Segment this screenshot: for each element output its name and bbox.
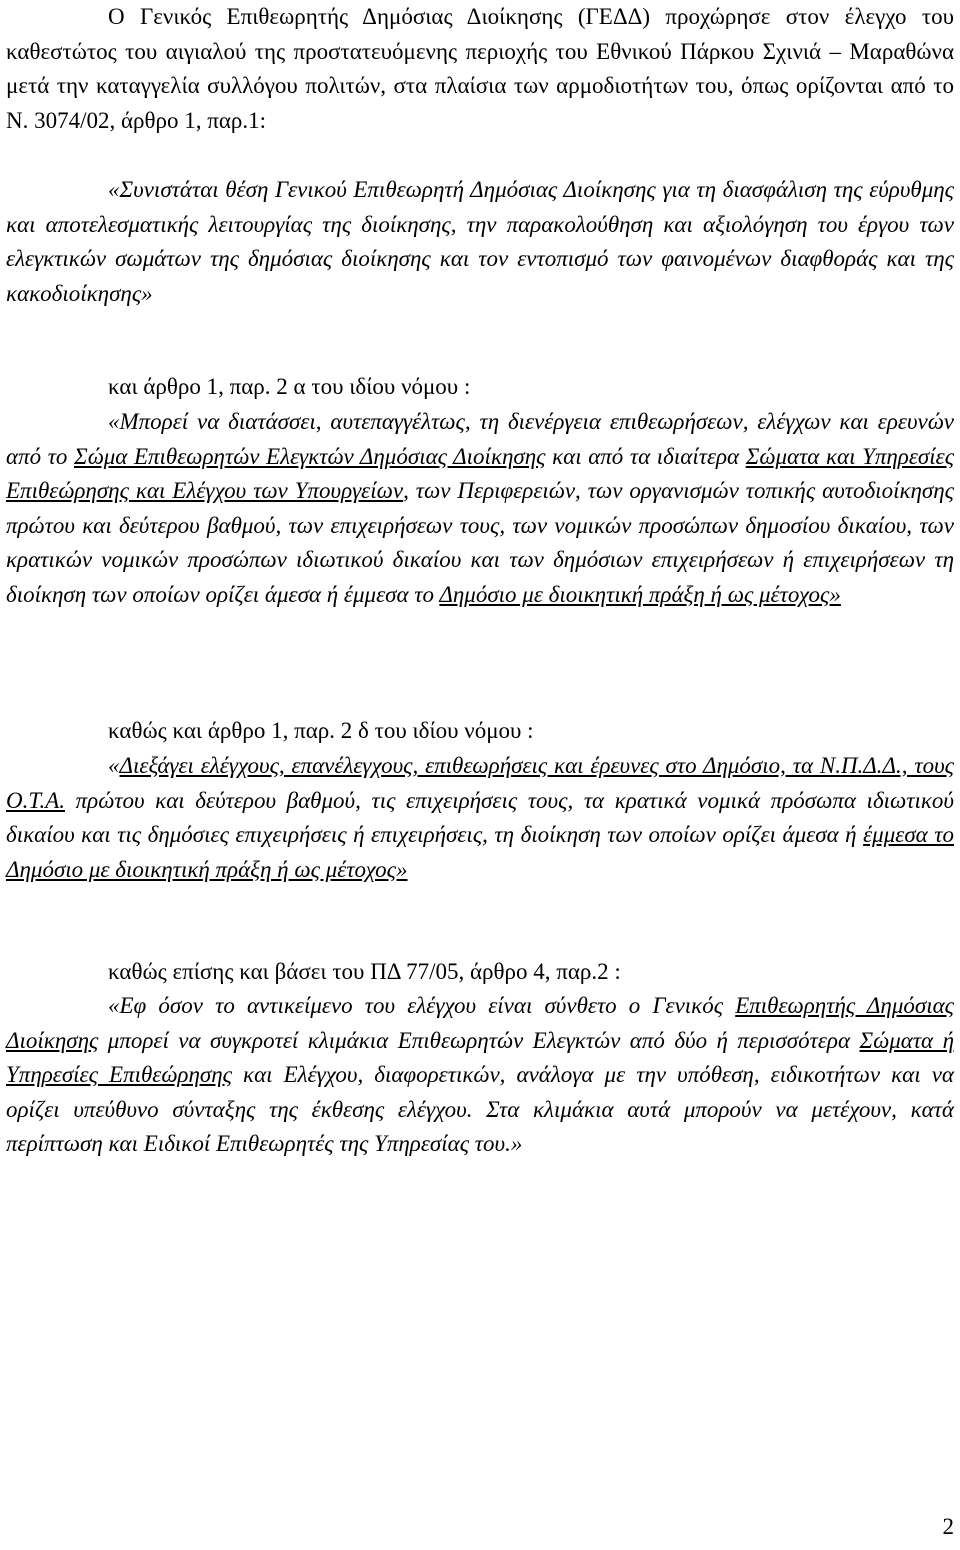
quote4-part2: μπορεί να συγκροτεί κλιμάκια Επιθεωρητών Ελεγκτών από δύο ή περισσότερα [98, 1027, 860, 1053]
quote2-part2: και από τα ιδιαίτερα [545, 443, 746, 469]
quote3-link-emmesa[interactable]: έμμεσα το Δημόσιο με διοικητική πράξη ή ως μέτοχος» [6, 822, 954, 882]
quote3-link-dieksagei[interactable]: Διεξάγει ελέγχους, επανέλεγχους, επιθεωρήσεις και έρευνες στο Δημόσιο, τα Ν.Π.Δ.Δ., τους Ο.Τ.Α. [6, 753, 954, 813]
quote-article-1-par-2d [6, 749, 954, 887]
quote2-link-dimosio[interactable]: Δημόσιο με διοικητική πράξη ή ως μέτοχος» [439, 581, 841, 607]
intro-pd-77-05: καθώς επίσης και βάσει του ΠΔ 77/05, άρθρο 4, παρ.2 : [108, 959, 621, 984]
quote-pd-77-05 [6, 989, 954, 1162]
quote2-link-somata-ypiresies[interactable]: Σώματα και Υπηρεσίες Επιθεώρησης και Ελέγχου των Υπουργείων [6, 443, 955, 504]
quote4-link-epitheoritis[interactable]: Επιθεωρητής Δημόσιας Διοίκησης [6, 993, 955, 1053]
quote2-link-soma-epitheoriton[interactable]: Σώμα Επιθεωρητών Ελεγκτών Δημόσιας Διοίκησης [74, 443, 546, 469]
quote-article-1-par-2a [6, 405, 954, 613]
intro-article-1-par-2d: καθώς και άρθρο 1, παρ. 2 δ του ιδίου νόμου : [108, 718, 534, 743]
opening-paragraph: Ο Γενικός Επιθεωρητής Δημόσιας Διοίκησης (ΓΕΔΔ) προχώρησε στον έλεγχο του καθεστώτος του αιγιαλού της προστατευόμενης περιοχής του Εθνικού Πάρκου Σχινιά – Μαραθώνα μετά την καταγγελία συλλόγου πολιτών, στα πλαίσια των αρμοδιοτήτων του, όπως ορίζονται από το Ν. 3074/02, άρθρο 1, παρ.1: [6, 4, 954, 133]
quote3-part2: πρώτου και δεύτερου βαθμού, τις επιχειρήσεις τους, τα κρατικά νομικά πρόσωπα ιδιωτικού δικαίου και τις δημόσιες επιχειρήσεις ή επιχειρήσεις, τη διοίκηση των οποίων ορίζει άμεσα ή [6, 787, 954, 848]
quote4-link-somata[interactable]: Σώματα ή Υπηρεσίες Επιθεώρησης [6, 1027, 954, 1088]
quote-article-1-par-1: «Συνιστάται θέση Γενικού Επιθεωρητή Δημόσιας Διοίκησης για τη διασφάλιση της εύρυθμης και αποτελεσματικής λειτουργίας της διοίκησης, την παρακολούθηση και αξιολόγηση του έργου των ελεγκτικών σωμάτων της δημόσιας διοίκησης και τον εντοπισμό των φαινομένων διαφθοράς και της κακοδιοίκησης» [6, 177, 954, 306]
quote4-part3: και Ελέγχου, διαφορετικών, ανάλογα με την υπόθεση, ειδικοτήτων και να ορίζει υπεύθυνο σύνταξης της έκθεσης ελέγχου. Στα κλιμάκια αυτά μπορούν να μετέχουν, κατά περίπτωση και Ειδικοί Επιθεωρητές της Υπηρεσίας του.» [6, 1062, 954, 1157]
page-number: 2 [942, 1514, 954, 1539]
quote4-part1: «Εφ όσον το αντικείμενο του ελέγχου είναι σύνθετο ο Γενικός [108, 993, 736, 1018]
quote2-part1: «Μπορεί να διατάσσει, αυτεπαγγέλτως, τη διενέργεια επιθεωρήσεων, ελέγχων και ερευνών από το [6, 409, 954, 469]
intro-article-1-par-2a: και άρθρο 1, παρ. 2 α του ιδίου νόμου : [108, 374, 471, 399]
quote3-part1: « [108, 753, 120, 778]
quote2-part3: , των Περιφερειών, των οργανισμών τοπικής αυτοδιοίκησης πρώτου και δεύτερου βαθμού, των επιχειρήσεων τους, των νομικών προσώπων δημοσίου δικαίου, των κρατικών νομικών προσώπων ιδιωτικού δικαίου και των δημόσιων επιχειρήσεων ή επιχειρήσεων τη διοίκηση των οποίων ορίζει άμεσα ή έμμεσα το [6, 478, 954, 607]
